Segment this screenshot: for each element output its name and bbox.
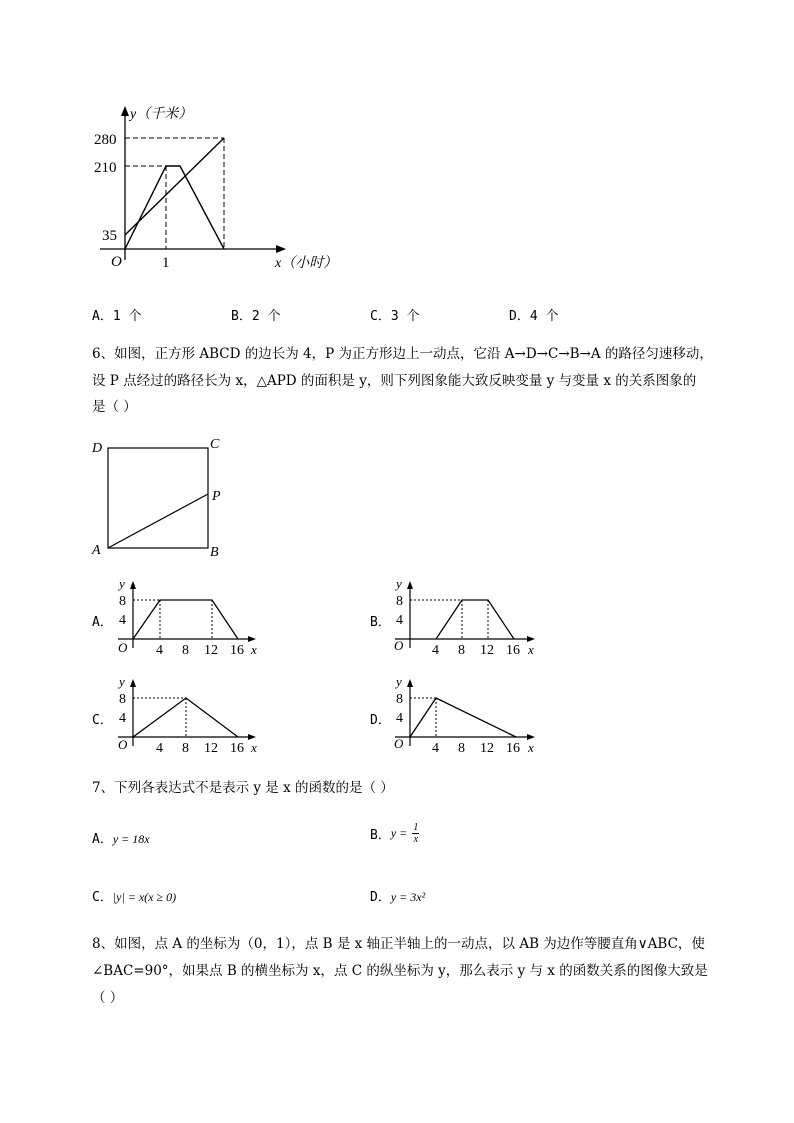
graph-line bbox=[410, 698, 516, 737]
tick-x12: 12 bbox=[204, 741, 218, 756]
x-axis-arrow bbox=[276, 245, 286, 253]
q8-line-3: （ ） bbox=[92, 990, 124, 1006]
tick-4: 4 bbox=[119, 711, 126, 726]
label-b: B bbox=[210, 545, 219, 560]
q7-option-c-label: C． bbox=[92, 890, 113, 905]
tick-x8: 8 bbox=[182, 643, 189, 658]
y-axis-arrow bbox=[121, 106, 129, 116]
label-a: A bbox=[92, 543, 101, 558]
q7-option-b[interactable] bbox=[370, 822, 419, 845]
q5-option-a[interactable]: A．1 个 bbox=[92, 309, 142, 324]
q5-option-c[interactable]: C．3 个 bbox=[370, 309, 420, 324]
y-axis-arrow bbox=[130, 581, 136, 589]
q8-line-1: 8、如图，点 A 的坐标为（0，1），点 B 是 x 轴正半轴上的一动点，以 AB 为边作等腰直角∨ABC，使 bbox=[92, 936, 705, 952]
x-label: x bbox=[251, 740, 257, 755]
x-label: x bbox=[528, 740, 534, 755]
tick-x16: 16 bbox=[506, 741, 520, 756]
y-label: y bbox=[119, 674, 125, 689]
y-axis-label: y（千米） bbox=[130, 107, 193, 122]
tick-8: 8 bbox=[396, 594, 403, 609]
y-label: y bbox=[119, 576, 125, 591]
q7-option-c[interactable] bbox=[92, 886, 176, 905]
origin-label: O bbox=[394, 736, 404, 751]
graph-line bbox=[436, 600, 514, 639]
tick-35: 35 bbox=[102, 228, 117, 244]
tick-x8: 8 bbox=[458, 741, 465, 756]
q6-option-a-label[interactable]: A． bbox=[92, 615, 113, 630]
y-axis-arrow bbox=[407, 679, 413, 687]
tick-x4: 4 bbox=[156, 741, 163, 756]
tick-x-1: 1 bbox=[162, 255, 170, 271]
q5-option-d[interactable]: D．4 个 bbox=[509, 309, 559, 324]
tick-x8: 8 bbox=[458, 643, 465, 658]
tick-8: 8 bbox=[396, 692, 403, 707]
origin-label: O bbox=[118, 737, 128, 752]
tick-x8: 8 bbox=[182, 741, 189, 756]
trapezoid-line bbox=[125, 166, 224, 249]
segment-ap bbox=[108, 494, 208, 548]
x-axis-label: x（小时） bbox=[275, 256, 338, 271]
tick-4: 4 bbox=[119, 613, 126, 628]
tick-x16: 16 bbox=[506, 643, 520, 658]
origin-label: O bbox=[111, 254, 122, 270]
tick-x4: 4 bbox=[432, 741, 439, 756]
tick-x16: 16 bbox=[230, 643, 244, 658]
tick-x16: 16 bbox=[230, 741, 244, 756]
q7-option-a-expr: y = 18x bbox=[112, 832, 150, 846]
tick-4: 4 bbox=[396, 613, 403, 628]
tick-8: 8 bbox=[119, 692, 126, 707]
x-label: x bbox=[528, 642, 534, 657]
tick-x12: 12 bbox=[204, 643, 218, 658]
tick-280: 280 bbox=[94, 132, 117, 148]
tick-x4: 4 bbox=[432, 643, 439, 658]
square-abcd-figure bbox=[88, 432, 228, 562]
q7-stem: 7、下列各表达式不是表示 y 是 x 的函数的是（ ） bbox=[92, 780, 394, 796]
q7-option-d[interactable] bbox=[370, 886, 425, 905]
q6-option-b-label[interactable]: B． bbox=[370, 615, 391, 630]
q6-graph-a[interactable] bbox=[104, 578, 274, 658]
tick-x12: 12 bbox=[480, 643, 494, 658]
q7-option-b-label: B． bbox=[370, 828, 391, 843]
q7-option-d-label: D． bbox=[370, 890, 391, 905]
y-label: y bbox=[396, 576, 402, 591]
q5-option-b[interactable]: B．2 个 bbox=[231, 309, 281, 324]
y-axis-arrow bbox=[130, 679, 136, 687]
q6-option-c-label[interactable]: C． bbox=[92, 713, 113, 728]
q6-graph-b[interactable] bbox=[381, 578, 551, 658]
q6-line-2: 设 P 点经过的路径长为 x，△APD 的面积是 y，则下列图象能大致反映变量 y 与变量 x 的关系图象的 bbox=[92, 373, 697, 389]
q7-option-b-expr: y = bbox=[390, 826, 408, 840]
q6-line-1: 6、如图，正方形 ABCD 的边长为 4，P 为正方形边上一动点，它沿 A→D→C→B→A 的路径匀速移动， bbox=[92, 346, 713, 362]
tick-x4: 4 bbox=[156, 643, 163, 658]
fraction-numerator: 1 bbox=[413, 822, 419, 833]
q7-option-a[interactable] bbox=[92, 828, 150, 847]
q8-line-2: ∠BAC=90°，如果点 B 的横坐标为 x，点 C 的纵坐标为 y，那么表示 y 与 x 的函数关系的图像大致是 bbox=[92, 963, 708, 979]
q7-option-c-expr: |y| = x(x ≥ 0) bbox=[112, 890, 177, 904]
y-axis-arrow bbox=[407, 581, 413, 589]
origin-label: O bbox=[394, 638, 404, 653]
label-d: D bbox=[92, 441, 103, 456]
label-p: P bbox=[212, 489, 221, 504]
q7-option-a-label: A． bbox=[92, 832, 113, 847]
fraction-denominator: x bbox=[413, 834, 419, 845]
square bbox=[108, 448, 208, 548]
label-c: C bbox=[210, 437, 220, 452]
tick-8: 8 bbox=[119, 594, 126, 609]
tick-4: 4 bbox=[396, 711, 403, 726]
q7-option-b-fraction bbox=[412, 822, 419, 845]
graph-line bbox=[133, 600, 238, 639]
distance-time-graph bbox=[94, 100, 360, 280]
y-label: y bbox=[396, 674, 402, 689]
tick-210: 210 bbox=[94, 160, 117, 176]
origin-label: O bbox=[118, 640, 128, 655]
x-label: x bbox=[251, 642, 257, 657]
q6-graph-d[interactable] bbox=[381, 676, 551, 756]
q7-option-d-expr: y = 3x² bbox=[390, 890, 426, 904]
q6-line-3: 是（ ） bbox=[92, 399, 137, 415]
q6-graph-c[interactable] bbox=[104, 676, 274, 756]
tick-x12: 12 bbox=[480, 741, 494, 756]
q6-option-d-label[interactable]: D． bbox=[370, 713, 391, 728]
